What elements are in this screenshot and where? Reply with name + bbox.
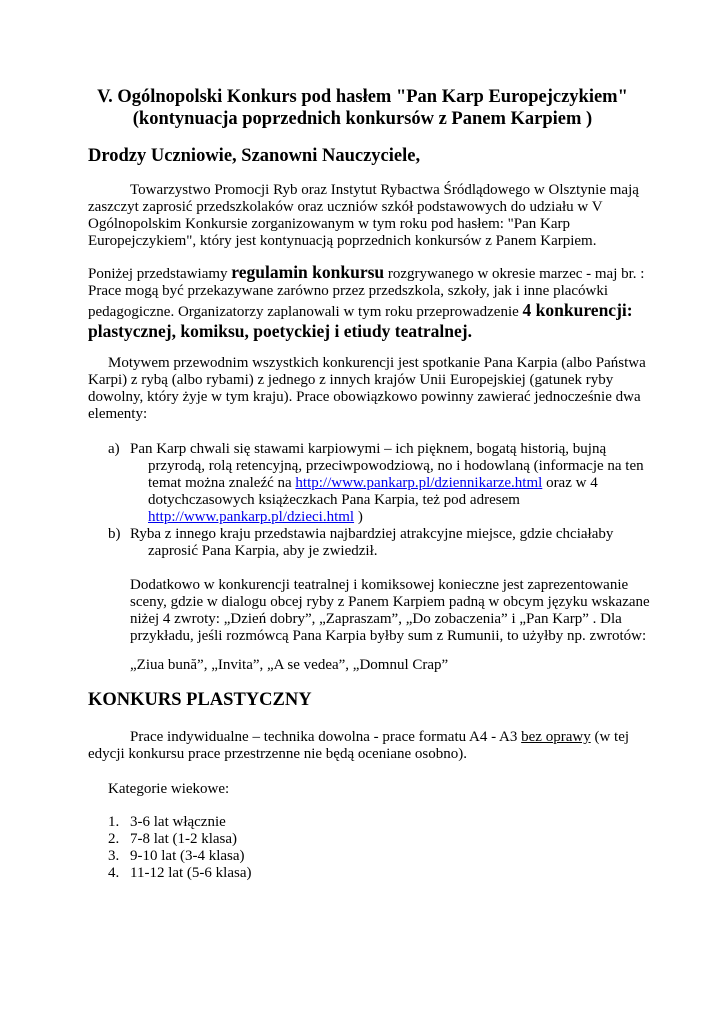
list-number: 4.: [108, 865, 120, 881]
list-number: 3.: [108, 848, 120, 864]
rules-line-2: Prace mogą być przekazywane zarówno przez przedszkola, szkoły, jak i inne placówki: [88, 283, 609, 299]
rules-line-1: [88, 264, 643, 283]
motive-paragraph: [88, 355, 646, 423]
example-phrases: „Ziua bună”, „Invita”, „A se vedea”, „Domnul Crap”: [130, 657, 449, 673]
plastic-text: (w tej: [590, 729, 630, 745]
motive-line: elementy:: [88, 406, 148, 422]
element-a-line: dotychczasowych książeczkach Pana Karpia, też pod adresem: [148, 492, 520, 508]
intro-line: Towarzystwo Promocji Ryb oraz Instytut Rybactwa Śródlądowego w Olsztynie mają: [130, 182, 639, 198]
greeting-heading: Drodzy Uczniowie, Szanowni Nauczyciele,: [88, 146, 421, 166]
plastic-line-2: edycji konkursu prace przestrzenne nie będą oceniane osobno).: [88, 746, 468, 762]
list-number: 1.: [108, 814, 120, 830]
additional-line: przykładu, jeśli rozmówcą Pana Karpia byłby sum z Rumunii, to użyłby np. zwrotów:: [130, 628, 647, 644]
plastic-line-1: [88, 729, 643, 746]
section-heading-plastic: KONKURS PLASTYCZNY: [88, 690, 312, 710]
rules-text: pedagogiczne. Organizatorzy zaplanowali w tym roku przeprowadzenie: [88, 304, 523, 320]
phrase-example: [130, 657, 650, 674]
additional-paragraph: [130, 577, 650, 645]
plastic-paragraph: [88, 729, 643, 763]
no-frame-emphasis: bez oprawy: [521, 729, 591, 745]
rules-highlight: regulamin konkursu: [231, 262, 385, 282]
element-b-line: zaprosić Pana Karpia, aby je zwiedził.: [148, 543, 378, 559]
intro-line: Ogólnopolskim Konkursie zorganizowanym w tym roku pod hasłem: "Pan Karp: [88, 216, 571, 232]
rules-paragraph: [88, 264, 643, 341]
motive-line: Karpi) z rybą (albo rybami) z jednego z innych krajów Unii Europejskiej (gatunek ryby: [88, 372, 614, 388]
element-a-line: Pan Karp chwali się stawami karpiowymi – ich pięknem, bogatą historią, bujną: [130, 441, 607, 457]
element-a-text: ): [354, 509, 363, 525]
plastic-text: Prace indywidualne – technika dowolna - prace formatu A4 - A3: [130, 729, 522, 745]
list-number: 2.: [108, 831, 120, 847]
intro-line: Europejczykiem", który jest kontynuacją poprzednich konkursów z Panem Karpiem.: [88, 233, 597, 249]
dzieci-link[interactable]: http://www.pankarp.pl/dzieci.html: [148, 509, 355, 525]
list-label: 7-8 lat (1-2 klasa): [130, 831, 238, 847]
additional-line: sceny, gdzie w dialogu obcej ryby z Panem Karpiem padną w obcym języku wskazane: [130, 594, 650, 610]
rules-text: Poniżej przedstawiamy: [88, 266, 232, 282]
additional-line: Dodatkowo w konkurencji teatralnej i komiksowej konieczne jest zaprezentowanie: [130, 577, 629, 593]
dziennikarze-link[interactable]: http://www.pankarp.pl/dziennikarze.html: [295, 475, 543, 491]
element-a-text: temat można znaleźć na: [148, 475, 296, 491]
list-label: 9-10 lat (3-4 klasa): [130, 848, 245, 864]
intro-paragraph: [88, 182, 643, 250]
element-a-text: oraz w 4: [542, 475, 598, 491]
motive-line: dowolny, który żyje w tym kraju). Prace obowiązkowo powinny zawierać jednocześnie dwa: [88, 389, 641, 405]
document-title: [60, 86, 665, 130]
categories-heading: Kategorie wiekowe:: [108, 781, 230, 797]
list-label: 3-6 lat włącznie: [130, 814, 226, 830]
element-b-line: Ryba z innego kraju przedstawia najbardziej atrakcyjne miejsce, gdzie chciałaby: [130, 526, 614, 542]
intro-line: zaszczyt zaprosić przedszkolaków oraz uczniów szkół podstawowych do udziału w V: [88, 199, 603, 215]
list-label: 11-12 lat (5-6 klasa): [130, 865, 252, 881]
title-line-1: V. Ogólnopolski Konkurs pod hasłem "Pan Karp Europejczykiem": [97, 87, 628, 107]
categories-label: [108, 781, 663, 798]
rules-line-3: [88, 302, 643, 321]
rules-highlight: 4 konkurencji:: [522, 300, 633, 320]
additional-line: niżej 4 zwroty: „Dzień dobry”, „Zapraszam”, „Do zobaczenia” i „Pan Karp” . Dla: [130, 611, 622, 627]
rules-text: rozgrywanego w okresie marzec - maj br. :: [384, 266, 645, 282]
competitions-list: plastycznej, komiksu, poetyckiej i etiudy teatralnej.: [88, 321, 472, 341]
list-marker: b): [108, 526, 121, 542]
element-a-line: [130, 475, 650, 492]
element-a-line: [130, 509, 650, 526]
title-line-2: (kontynuacja poprzednich konkursów z Panem Karpiem ): [132, 109, 593, 129]
motive-line: Motywem przewodnim wszystkich konkurencji jest spotkanie Pana Karpia (albo Państwa: [108, 355, 646, 371]
list-marker: a): [108, 441, 120, 457]
element-a-line: przyrodą, rolą retencyjną, przeciwpowodziową, no i hodowlaną (informacje na ten: [148, 458, 644, 474]
